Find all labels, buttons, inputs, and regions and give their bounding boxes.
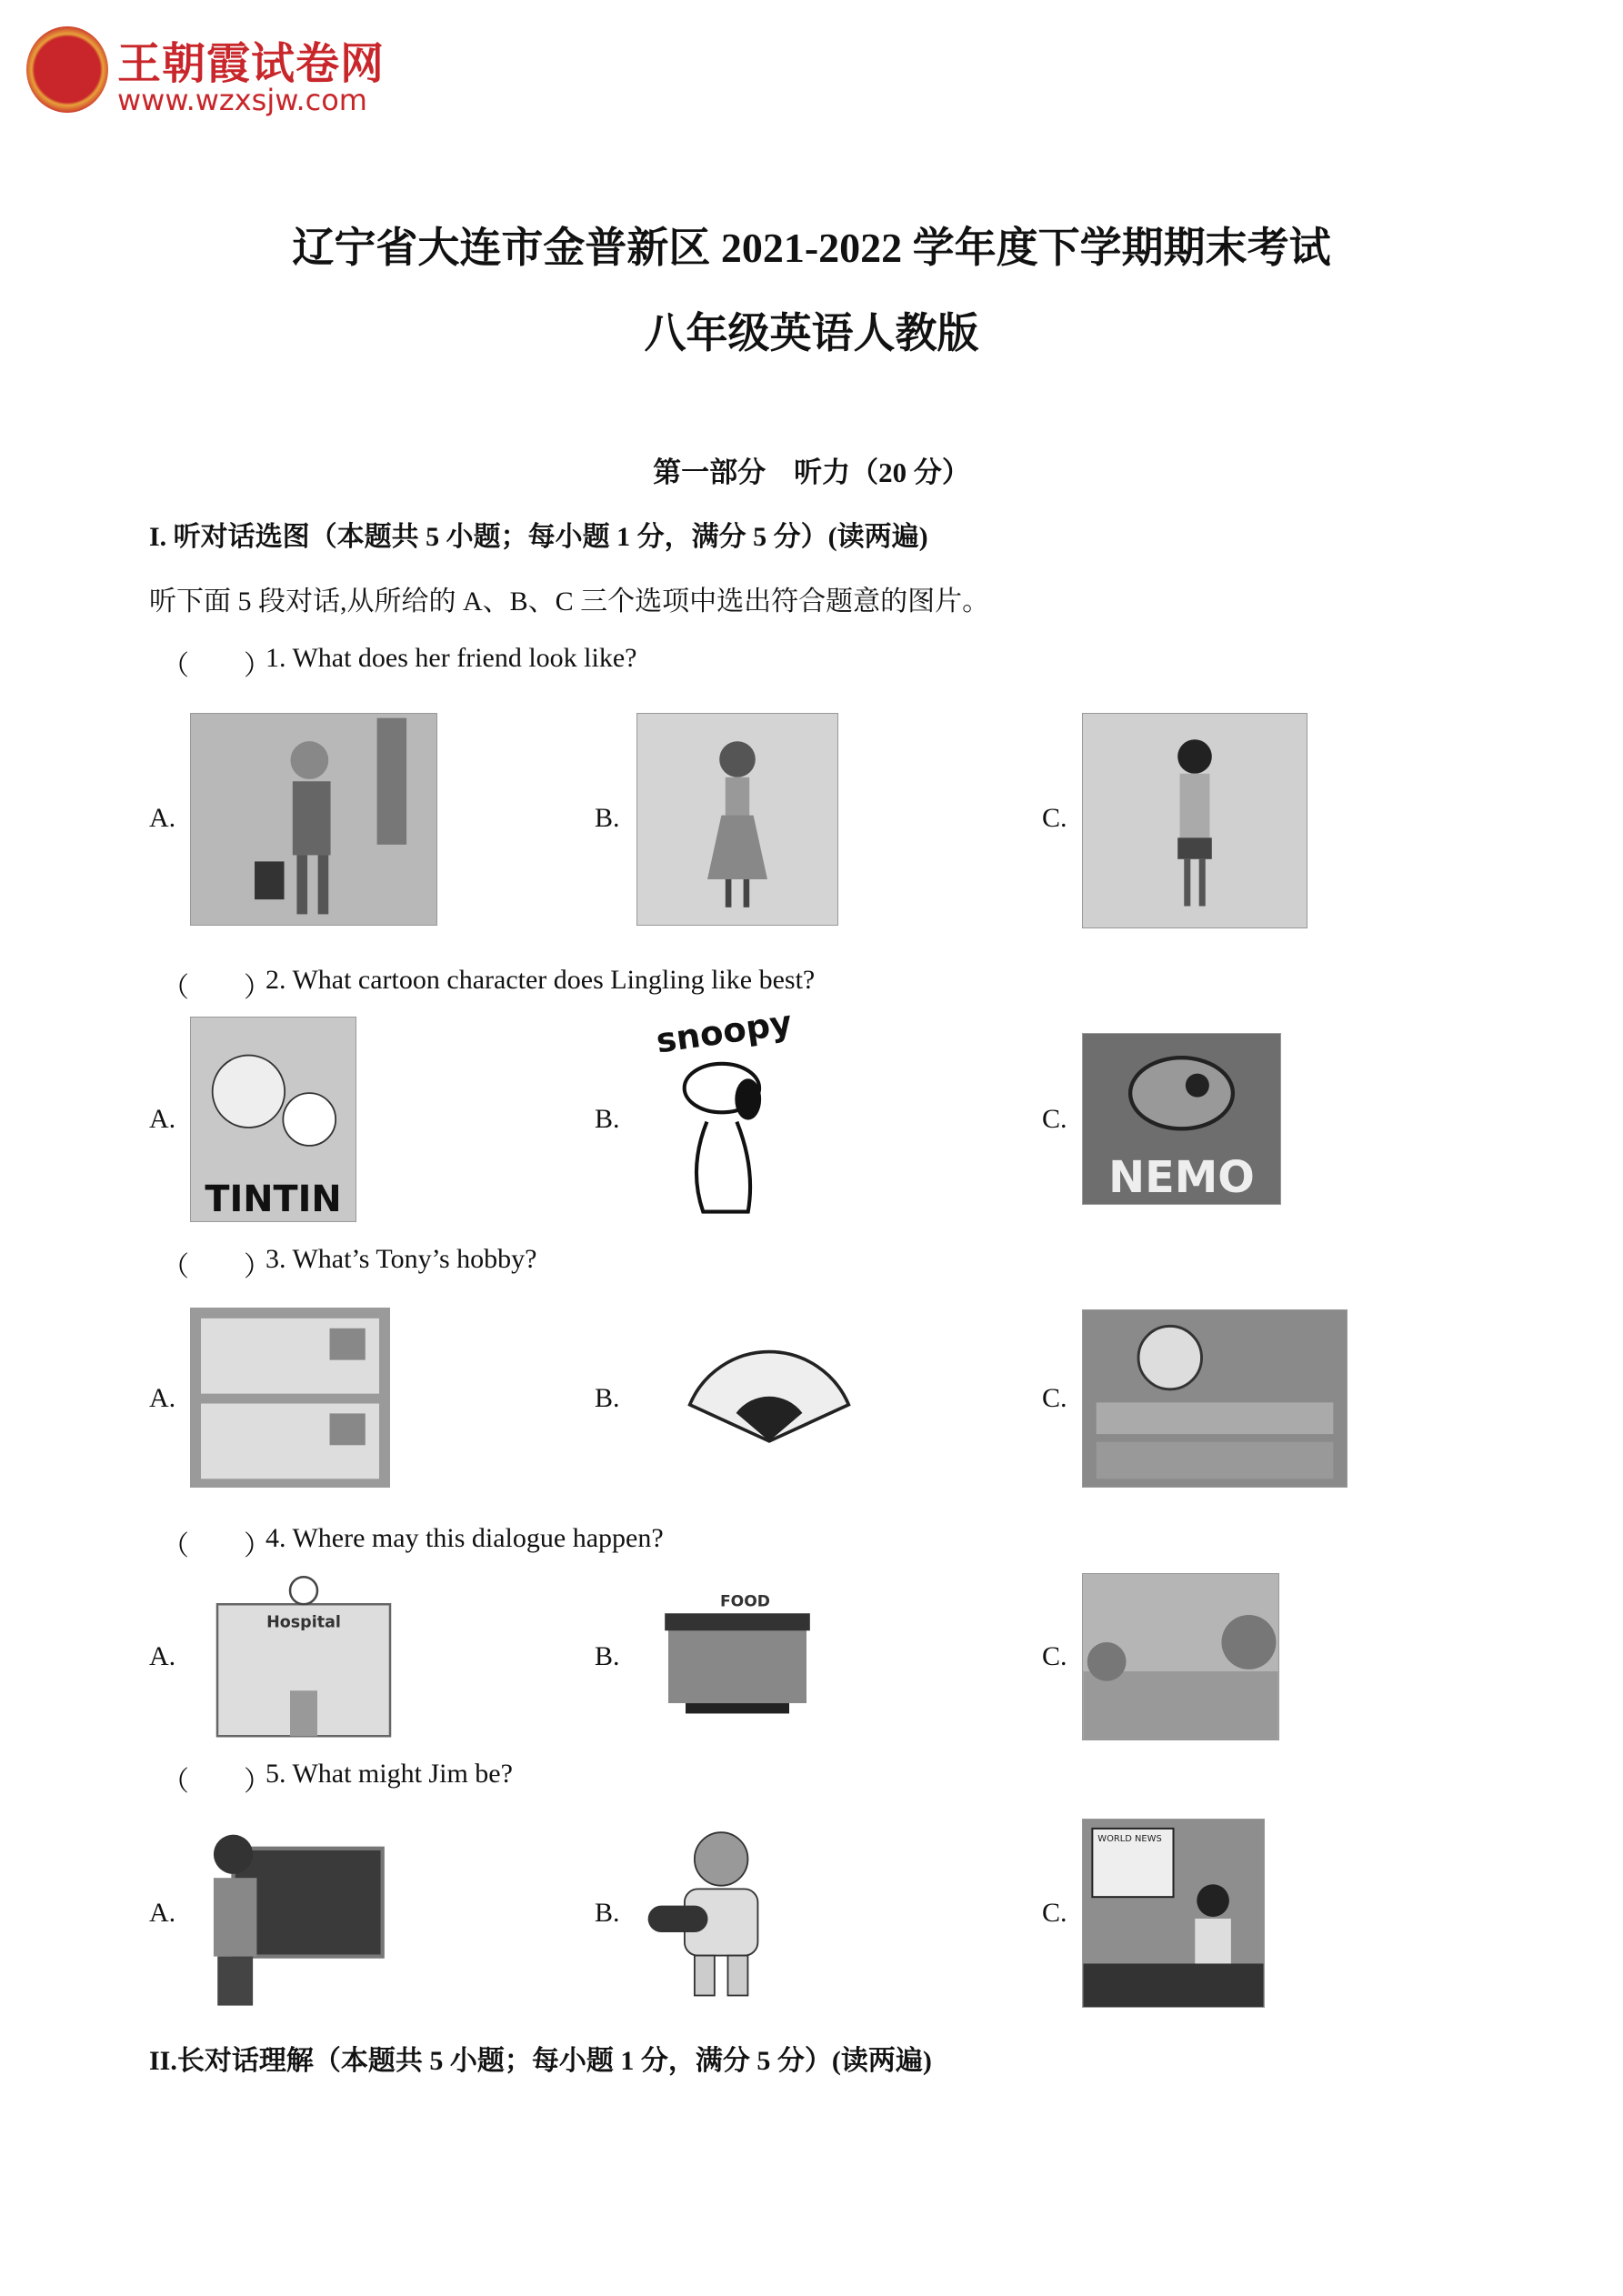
folding-fan-image[interactable] xyxy=(686,1338,852,1449)
option-label: A. xyxy=(149,1641,176,1671)
question-5: 5. What might Jim be? xyxy=(265,1759,513,1789)
news-reporter-image[interactable] xyxy=(1082,1819,1265,2008)
answer-blank[interactable]: （ ） xyxy=(162,1531,271,1561)
option-label: B. xyxy=(595,1104,620,1134)
question-4: 4. Where may this dialogue happen? xyxy=(265,1523,664,1553)
option-label: C. xyxy=(1042,1383,1067,1413)
site-logo xyxy=(26,26,399,122)
option-label: B. xyxy=(595,1641,620,1671)
logo-url: www.wzxsjw.com xyxy=(117,83,367,117)
girl-in-dress-image[interactable] xyxy=(636,713,838,926)
option-label: C. xyxy=(1042,803,1067,833)
option-label: B. xyxy=(595,803,620,833)
answer-blank[interactable]: （ ） xyxy=(162,1252,271,1282)
logo-badge-icon xyxy=(26,26,108,113)
nemo-image[interactable] xyxy=(1082,1033,1281,1205)
option-label: A. xyxy=(149,1383,176,1413)
coins-banknotes-image[interactable] xyxy=(1082,1309,1347,1488)
stamps-postcards-image[interactable] xyxy=(190,1308,390,1488)
option-label: A. xyxy=(149,1104,176,1134)
answer-blank[interactable]: （ ） xyxy=(162,651,271,681)
tintin-text: TINTIN xyxy=(205,1178,342,1221)
restaurant-image[interactable] xyxy=(651,1582,824,1722)
food-sign-text: FOOD xyxy=(720,1592,770,1611)
option-label: C. xyxy=(1042,1104,1067,1134)
part-heading: 第一部分 听力（20 分） xyxy=(653,456,970,488)
short-hair-girl-image[interactable] xyxy=(1082,713,1307,928)
option-label: B. xyxy=(595,1383,620,1413)
option-label: C. xyxy=(1042,1898,1067,1928)
answer-blank[interactable]: （ ） xyxy=(162,973,271,1003)
option-label: C. xyxy=(1042,1641,1067,1671)
hospital-text: Hospital xyxy=(266,1613,341,1632)
nemo-text: NEMO xyxy=(1108,1152,1255,1203)
question-1: 1. What does her friend look like? xyxy=(265,643,637,673)
tintin-image[interactable] xyxy=(190,1017,356,1222)
section1-heading: I. 听对话选图（本题共 5 小题；每小题 1 分，满分 5 分）(读两遍) xyxy=(149,522,928,552)
world-news-text: WORLD NEWS xyxy=(1097,1833,1162,1844)
playground-park-image[interactable] xyxy=(1082,1573,1279,1740)
exam-title: 辽宁省大连市金普新区 2021-2022 学年度下学期期末考试 xyxy=(292,225,1331,271)
option-label: A. xyxy=(149,803,176,833)
section2-heading: II.长对话理解（本题共 5 小题；每小题 1 分，满分 5 分）(读两遍) xyxy=(149,2046,932,2076)
section1-instruction: 听下面 5 段对话,从所给的 A、B、C 三个选项中选出符合题意的图片。 xyxy=(149,587,990,617)
exam-subtitle: 八年级英语人教版 xyxy=(644,310,979,356)
woman-with-suitcase-image[interactable] xyxy=(190,713,437,926)
question-2: 2. What cartoon character does Lingling like best? xyxy=(265,965,816,995)
question-3: 3. What’s Tony’s hobby? xyxy=(265,1244,537,1274)
astronaut-image[interactable] xyxy=(635,1822,801,2002)
hospital-image[interactable] xyxy=(190,1572,417,1739)
option-label: B. xyxy=(595,1898,620,1928)
option-label: A. xyxy=(149,1898,176,1928)
answer-blank[interactable]: （ ） xyxy=(162,1767,271,1797)
snoopy-image[interactable] xyxy=(632,1009,819,1225)
logo-name: 王朝霞试卷网 xyxy=(117,38,386,89)
snoopy-text: snoopy xyxy=(653,1009,795,1061)
teacher-image[interactable] xyxy=(190,1819,386,2006)
